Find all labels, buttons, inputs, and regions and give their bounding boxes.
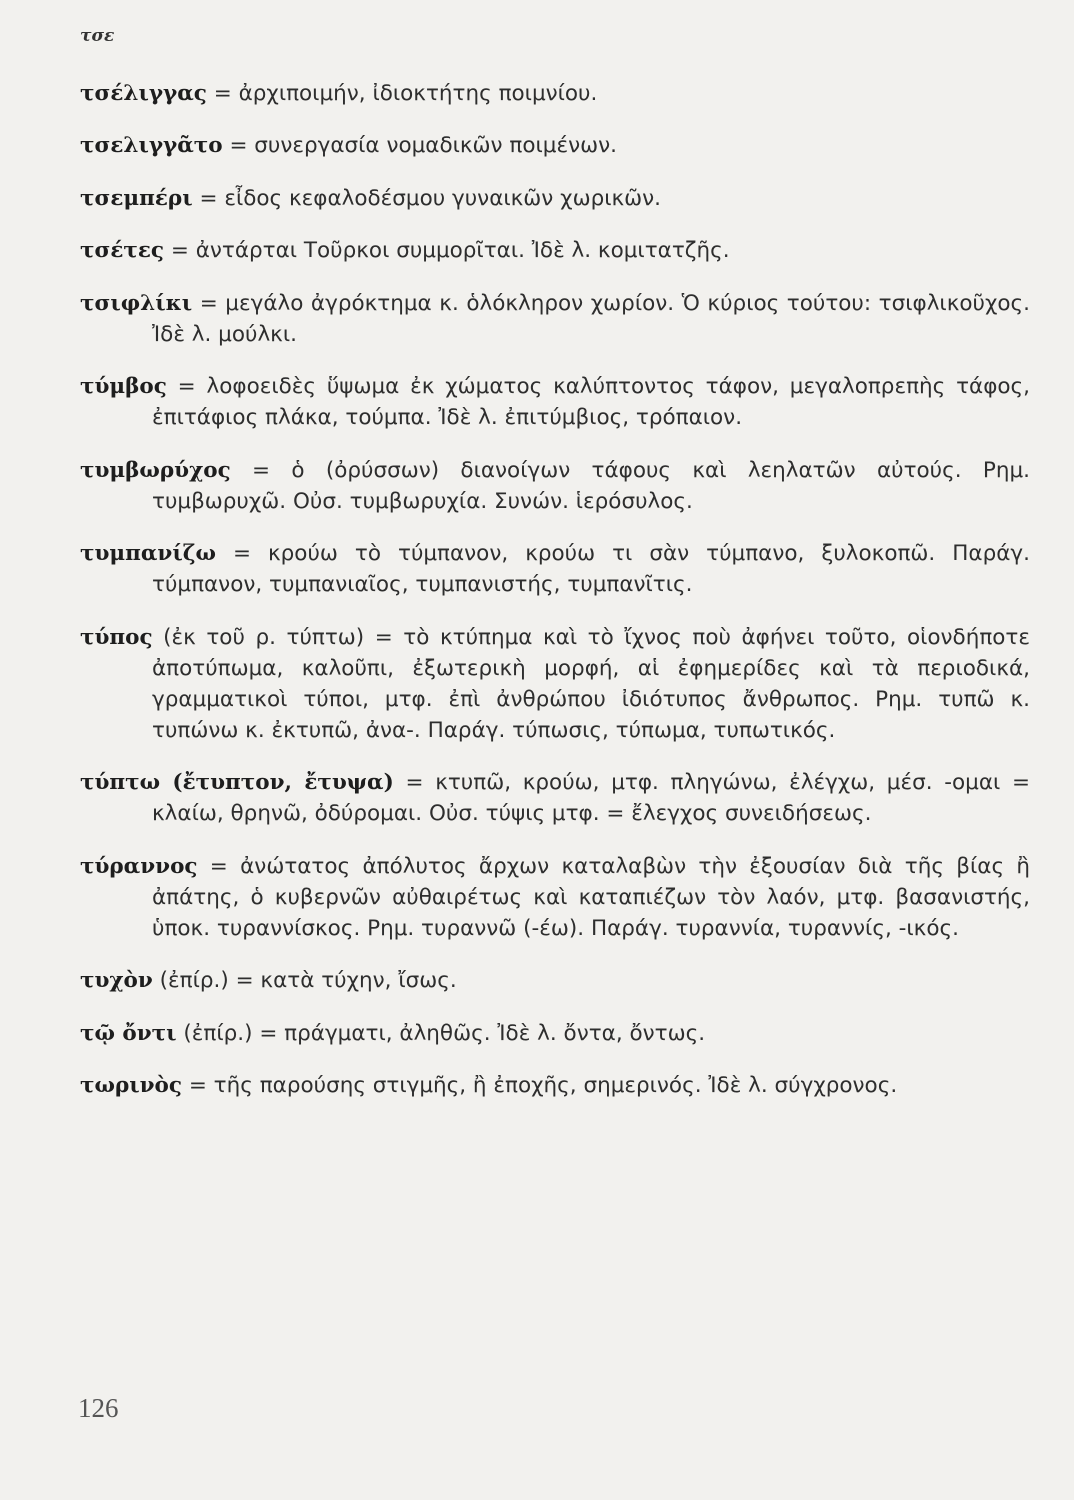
headword: τσελιγγᾶτο [80, 133, 223, 158]
headword: τσεμπέρι [80, 185, 193, 211]
entry [80, 622, 1030, 746]
entry-list [80, 56, 1030, 1114]
entry [80, 538, 1030, 600]
definition: = ὁ (ὀρύσσων) διανοίγων τάφους καὶ λεηλατῶν αὐτούς. Ρημ. τυμβωρυχῶ. Οὐσ. τυμβωρυχία. Συνών. ἱερόσυλος. [152, 457, 1030, 514]
definition: = ἀντάρται Τοῦρκοι συμμορῖται. Ἰδὲ λ. κομιτατζῆς. [164, 238, 730, 263]
definition: = κτυπῶ, κρούω, μτφ. πληγώνω, ἐλέγχω, μέσ. -ομαι = κλαίω, θρηνῶ, ὀδύρομαι. Οὐσ. τύψις μτφ. = ἔλεγχος συνειδήσεως. [152, 770, 1030, 826]
entry [80, 130, 1030, 161]
headword: τύπτω (ἔτυπτον, ἔτυψα) [80, 770, 394, 795]
headword: τυμπανίζω [80, 541, 216, 566]
definition: = μεγάλο ἀγρόκτημα κ. ὁλόκληρον χωρίον. Ὁ κύριος τούτου: τσιφλικοῦχος. Ἰδὲ λ. μούλκι. [152, 290, 1030, 347]
definition: = τῆς παρούσης στιγμῆς, ἢ ἐποχῆς, σημερινός. Ἰδὲ λ. σύγχρονος. [182, 1073, 898, 1098]
definition: = ἀρχιποιμήν, ἰδιοκτήτης ποιμνίου. [206, 80, 598, 106]
definition: = συνεργασία νομαδικῶν ποιμένων. [222, 133, 617, 158]
entry [80, 78, 1030, 109]
entry [80, 1070, 1030, 1101]
running-head: τσε [80, 26, 115, 46]
entry [80, 455, 1030, 517]
page-number: 126 [78, 1393, 119, 1423]
definition: = λοφοειδὲς ὕψωμα ἐκ χώματος καλύπτοντος τάφον, μεγαλοπρεπὴς τάφος, ἐπιτάφιος πλάκα, τούμπα. Ἰδὲ λ. ἐπιτύμβιος, τρόπαιον. [152, 374, 1030, 430]
entry [80, 183, 1030, 214]
headword: τύμβος [80, 374, 167, 399]
headword: τσιφλίκι [80, 290, 193, 316]
entry [80, 965, 1030, 996]
definition: (ἐκ τοῦ ρ. τύπτω) = τὸ κτύπημα καὶ τὸ ἴχνος ποὺ ἀφήνει τοῦτο, οἱονδήποτε ἀποτύπωμα, καλοῦπι, ἐξωτερικὴ μορφή, αἱ ἐφημερίδες καὶ τὰ περιοδικά, γραμματικοὶ τύποι, μτφ. ἐπὶ ἀνθρώπου ἰδιότυπος ἄνθρωπος. Ρημ. τυπῶ κ. τυπώνω κ. ἐκτυπῶ, ἀνα-. Παράγ. τύπωσις, τύπωμα, τυπωτικός. [152, 624, 1030, 743]
entry [80, 851, 1030, 944]
headword: τυμβωρύχος [80, 457, 231, 483]
headword: τωρινὸς [80, 1073, 182, 1098]
definition: = εἶδος κεφαλοδέσμου γυναικῶν χωρικῶν. [192, 185, 662, 211]
headword: τυχὸν [80, 968, 153, 993]
definition: (ἐπίρ.) = κατὰ τύχην, ἴσως. [152, 968, 457, 993]
entry [80, 371, 1030, 433]
headword: τύραννος [80, 853, 198, 879]
definition: = ἀνώτατος ἀπόλυτος ἄρχων καταλαβὼν τὴν ἐξουσίαν διὰ τῆς βίας ἢ ἀπάτης, ὁ κυβερνῶν αὐθαιρέτως καὶ καταπιέζων τὸν λαόν, μτφ. βασανιστής, ὑποκ. τυραννίσκος. Ρημ. τυραννῶ (-έω). Παράγ. τυραννία, τυραννίς, -ικός. [152, 853, 1030, 941]
entry [80, 767, 1030, 829]
headword: τύπος [80, 624, 153, 650]
entry [80, 1018, 1030, 1049]
definition: = κρούω τὸ τύμπανον, κρούω τι σὰν τύμπανο, ξυλοκοπῶ. Παράγ. τύμπανον, τυμπανιαῖος, τυμπανιστής, τυμπανῖτις. [152, 541, 1030, 597]
headword: τσέτες [80, 238, 165, 263]
headword: τῷ ὄντι [80, 1020, 177, 1046]
definition: (ἐπίρ.) = πράγματι, ἀληθῶς. Ἰδὲ λ. ὄντα, ὄντως. [176, 1020, 706, 1046]
headword: τσέλιγγας [80, 80, 207, 106]
entry [80, 235, 1030, 266]
entry [80, 288, 1030, 350]
